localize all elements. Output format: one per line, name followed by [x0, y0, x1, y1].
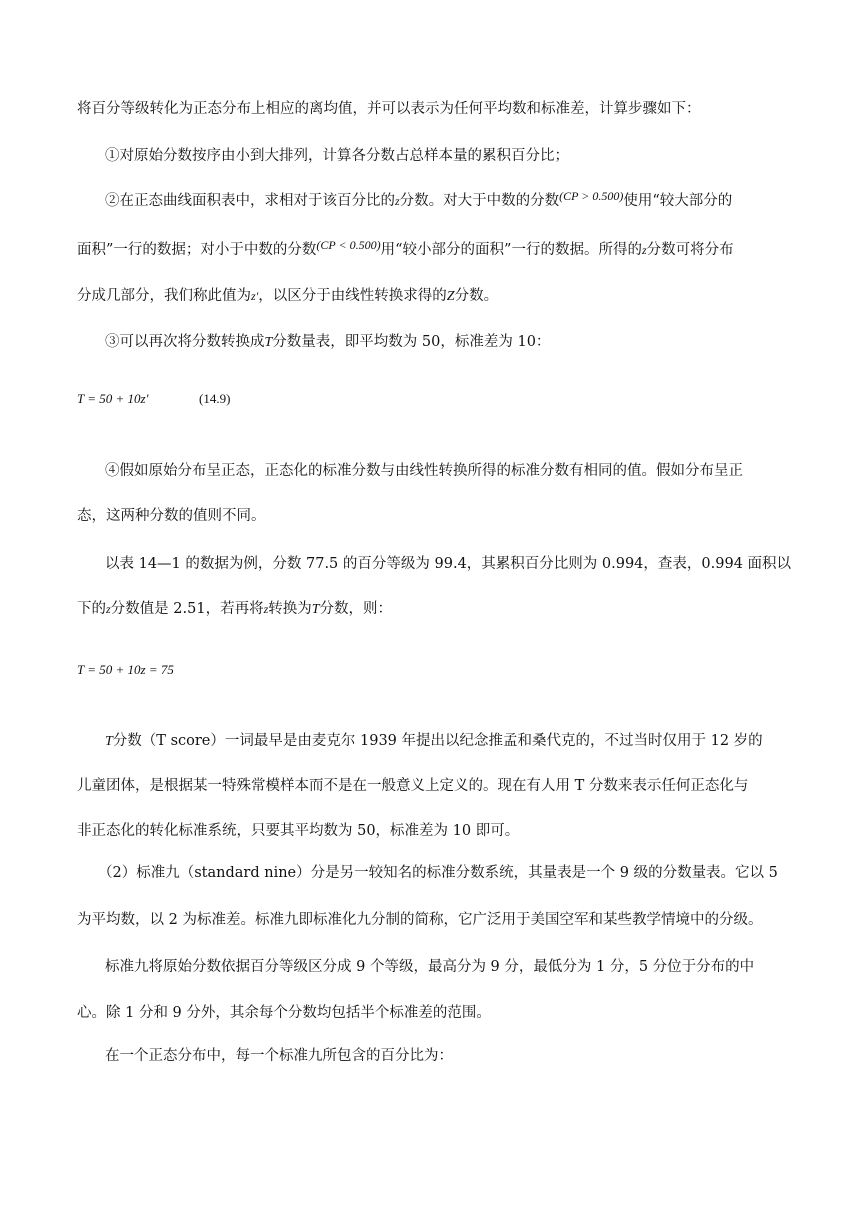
- step-4-line-2: [77, 506, 266, 526]
- step-2-text: 使用“较大部分的: [623, 193, 733, 209]
- paragraph-intro-text: 将百分等级转化为正态分布上相应的离均值，并可以表示为任何平均数和标准差，计算步骤如下：: [77, 101, 701, 117]
- last-paragraph: [105, 1046, 453, 1066]
- example-line-1: [105, 554, 791, 574]
- example-text: 分数，则：: [319, 601, 393, 617]
- t-score-text: 非正态化的转化标准系统，只要其平均数为 50，标准差为 10 即可。: [77, 823, 520, 839]
- equation-number: (14.9): [199, 391, 231, 406]
- condition-cp-less: (CP < 0.500): [316, 238, 381, 252]
- t-score-line-3: [77, 821, 519, 841]
- t-symbol: T: [264, 335, 273, 350]
- condition-cp-greater: (CP > 0.500): [559, 189, 624, 203]
- stanine-2-line-1: [105, 957, 754, 977]
- step-2-text: 分数可将分布: [646, 242, 734, 258]
- step-2-line-1: [105, 191, 732, 211]
- stanine-2-text: 心。除 1 分和 9 分外，其余每个分数均包括半个标准差的范围。: [77, 1005, 491, 1021]
- stanine-line-1: [98, 863, 778, 883]
- step-2-text: 分数。: [454, 288, 499, 304]
- step-3: [105, 332, 550, 353]
- step-2-text: 分数。对大于中数的分数: [399, 193, 560, 209]
- t-score-line-1: [105, 731, 763, 752]
- step-1: [105, 146, 569, 166]
- z-symbol: z: [106, 602, 111, 616]
- stanine-text: （2）标准九（standard nine）分是另一较知名的标准分数系统，其量表是一个 9 级的分数量表。它以 5: [98, 865, 778, 881]
- equation-t-75: T = 50 + 10z = 75: [77, 662, 174, 677]
- example-line-2: [77, 599, 392, 620]
- paragraph-intro: [77, 99, 701, 119]
- equation-14-9: T = 50 + 10z′: [77, 391, 149, 406]
- step-2-line-3: [77, 286, 498, 307]
- z-symbol: z: [395, 194, 400, 208]
- t-score-line-2: [77, 776, 748, 796]
- z-symbol: z: [641, 243, 647, 257]
- step-4-text: 态，这两种分数的值则不同。: [77, 508, 266, 524]
- example-text: 分数值是 2.51，若再将: [110, 601, 264, 617]
- example-text: 转换为: [268, 601, 312, 617]
- stanine-line-2: [77, 910, 762, 930]
- step-2-text: 分成几部分，我们称此值为: [77, 288, 251, 304]
- z-symbol: z: [263, 602, 269, 616]
- t-symbol: T: [105, 734, 113, 749]
- big-z-symbol: Z: [446, 289, 455, 304]
- stanine-2-line-2: [77, 1003, 491, 1023]
- stanine-2-text: 标准九将原始分数依据百分等级区分成 9 个等级，最高分为 9 分，最低分为 1 分，5 分位于分布的中: [105, 959, 755, 975]
- example-text: 下的: [77, 601, 106, 617]
- step-3-text: ③可以再次将分数转换成: [105, 334, 265, 350]
- step-1-text: ①对原始分数按序由小到大排列，计算各分数占总样本量的累积百分比；: [105, 148, 569, 164]
- step-2-text: 用“较小部分的面积”一行的数据。所得的: [380, 242, 642, 258]
- t-score-text: 儿童团体，是根据某一特殊常模样本而不是在一般意义上定义的。现在有人用 T 分数来表示任何正态化与: [77, 778, 749, 794]
- step-2-text: ②在正态曲线面积表中，求相对于该百分比的: [105, 193, 395, 209]
- last-paragraph-text: 在一个正态分布中，每一个标准九所包含的百分比为：: [105, 1048, 453, 1064]
- step-2-line-2: [77, 240, 734, 260]
- t-score-text: 分数（T score）一词最早是由麦克尔 1939 年提出以纪念推孟和桑代克的，不过当时仅用于 12 岁的: [112, 733, 763, 749]
- example-text: 以表 14—1 的数据为例，分数 77.5 的百分等级为 99.4，其累积百分比则为 0.994，查表，0.994 面积以: [105, 556, 792, 572]
- step-3-text: 分数量表，即平均数为 50，标准差为 10：: [272, 334, 551, 350]
- step-4-text: ④假如原始分布呈正态，正态化的标准分数与由线性转换所得的标准分数有相同的值。假如分布呈正: [105, 463, 743, 479]
- step-4-line-1: [105, 461, 743, 481]
- stanine-text: 为平均数，以 2 为标准差。标准九即标准化九分制的简称，它广泛用于美国空军和某些教学情境中的分级。: [77, 912, 763, 928]
- step-2-text: 面积”一行的数据；对小于中数的分数: [77, 242, 317, 258]
- z-prime-symbol: z′: [251, 289, 259, 303]
- step-2-text: ，以区分于由线性转换求得的: [258, 288, 447, 304]
- t-symbol: T: [311, 602, 320, 617]
